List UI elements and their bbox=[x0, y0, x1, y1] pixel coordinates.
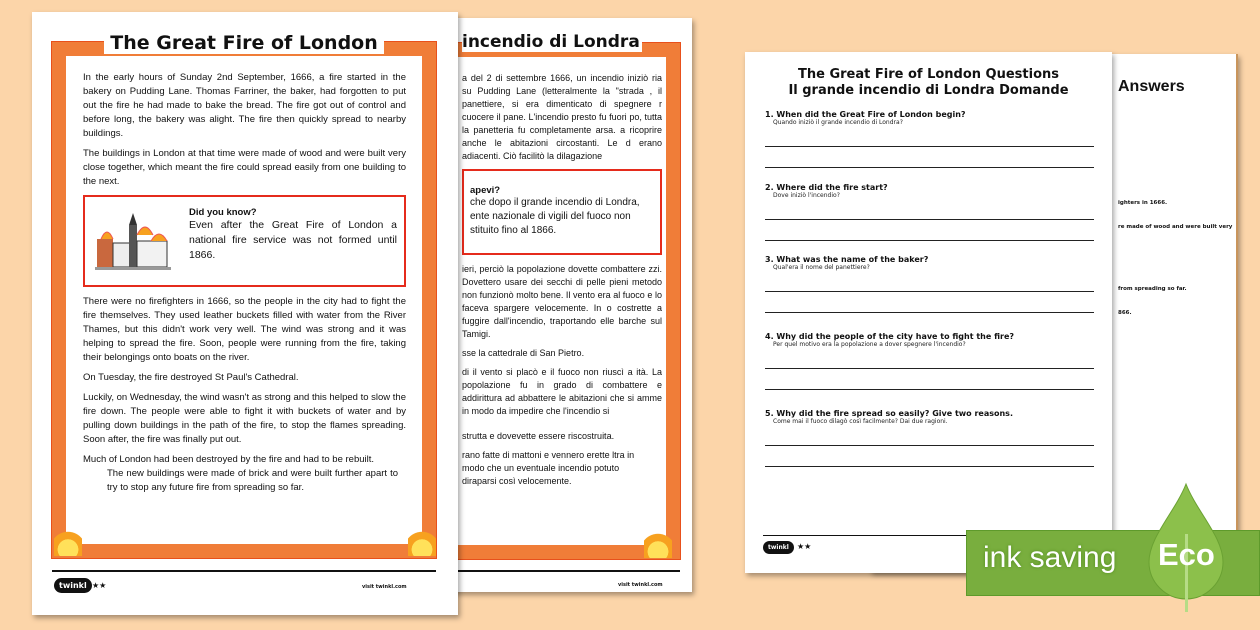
flame-icon bbox=[408, 524, 436, 556]
did-you-know-heading: apevi? bbox=[470, 185, 501, 196]
answer-text: re made of wood and were built very bbox=[1118, 224, 1233, 230]
answer-text: ighters in 1666. bbox=[1118, 200, 1168, 206]
eco-leaf-icon bbox=[1147, 482, 1225, 612]
difficulty-stars: ★★ bbox=[797, 542, 812, 551]
did-you-know-box bbox=[462, 169, 662, 255]
question-item bbox=[765, 409, 1094, 467]
answer-text: from spreading so far. bbox=[1118, 286, 1187, 292]
answer-line[interactable] bbox=[765, 389, 1094, 390]
answers-title: Answers bbox=[1118, 78, 1185, 95]
question-item bbox=[765, 110, 1094, 168]
answer-line[interactable] bbox=[765, 240, 1094, 241]
paragraph: ieri, perciò la popolazione dovette combattere zzi. Dovettero usare dei secchi di pelle pieni metodo non funzionò molto bene. Il vento era al fuoco e lo faceva spargere velocemente. In o costrette a fuggire dall'incendio, traportando elle barche sul Tamigi. bbox=[462, 264, 662, 339]
paragraph: There were no firefighters in 1666, so the people in the city had to fight the fire themselves. They used leather buckets filled with water from the River Thames, but this didn't work very well. The wind was strong and it was helping to spread the fire. Soon, people were running from the fire, taking their belongings onto boats on the river. bbox=[83, 296, 406, 363]
twinkl-logo: twinkl bbox=[763, 541, 794, 554]
paragraph: di il vento si placò e il fuoco non riuscì a ità. La popolazione fu in grado di combattere e addirittura ad abbattere le abitazioni che si amme in modo da impedire che l'incendio si bbox=[462, 367, 662, 416]
question-translation: Per quel motivo era la popolazione a dover spegnere l'incendio? bbox=[773, 341, 966, 348]
answer-line[interactable] bbox=[765, 445, 1094, 446]
visit-link: visit twinkl.com bbox=[362, 584, 407, 590]
answer-text: 866. bbox=[1118, 310, 1132, 316]
question-translation: Come mai il fuoco dilagò così facilmente? Dai due ragioni. bbox=[773, 418, 948, 425]
paragraph: sse la cattedrale di San Pietro. bbox=[462, 348, 585, 358]
english-text-page bbox=[32, 12, 458, 615]
burning-houses-icon bbox=[93, 213, 173, 271]
question-text: 3. What was the name of the baker? bbox=[765, 255, 929, 264]
answer-line[interactable] bbox=[765, 312, 1094, 313]
paragraph: The new buildings were made of brick and were built further apart to try to stop any future fire from spreading so far. bbox=[107, 468, 398, 493]
flame-icon bbox=[54, 524, 82, 556]
twinkl-logo: twinkl bbox=[54, 578, 92, 593]
visit-link: visit twinkl.com bbox=[618, 582, 663, 588]
question-translation: Quando iniziò il grande incendio di Londra? bbox=[773, 119, 903, 126]
answer-line[interactable] bbox=[765, 368, 1094, 369]
did-you-know-heading: Did you know? bbox=[189, 207, 257, 218]
did-you-know-box bbox=[83, 195, 406, 287]
paragraph: strutta e dovevette essere riscostruita. bbox=[462, 431, 615, 441]
page-title: The Great Fire of London bbox=[104, 32, 384, 54]
answer-line[interactable] bbox=[765, 291, 1094, 292]
italian-text-page bbox=[446, 18, 692, 592]
question-text: 4. Why did the people of the city have to fight the fire? bbox=[765, 332, 1015, 341]
page-title: incendio di Londra bbox=[462, 32, 642, 52]
paragraph: The buildings in London at that time were made of wood and were built very close together, which meant the fire could spread easily from one building to the next. bbox=[83, 148, 406, 187]
question-item bbox=[765, 255, 1094, 313]
flame-icon bbox=[644, 526, 672, 558]
questions-title-it: Il grande incendio di Londra Domande bbox=[788, 83, 1069, 98]
answer-line[interactable] bbox=[765, 466, 1094, 467]
question-translation: Dove iniziò l'incendio? bbox=[773, 192, 840, 199]
question-text: 1. When did the Great Fire of London begin? bbox=[765, 110, 966, 119]
paragraph: a del 2 di settembre 1666, un incendio iniziò ria su Pudding Lane (letteralmente la "strada , il panettiere, si era dimenticato di spegnere r cuocere il pane. L'incendio presto fu fuori po, tutta la panetteria fu completamente arsa. a ricoprire anche le abitazioni circostanti. Le d erano adiacenti. Ciò facilitò la dilagazione bbox=[462, 73, 662, 161]
eco-label: Eco bbox=[1158, 537, 1215, 572]
question-translation: Qual'era il nome del panettiere? bbox=[773, 264, 870, 271]
answer-line[interactable] bbox=[765, 146, 1094, 147]
questions-title-en: The Great Fire of London Questions bbox=[797, 67, 1060, 82]
answer-line[interactable] bbox=[765, 167, 1094, 168]
difficulty-stars: ★★ bbox=[92, 581, 107, 590]
paragraph: Luckily, on Wednesday, the wind wasn't as strong and this helped to slow the fire down. The people were able to fight it with buckets of water and by pulling down buildings in the path of the fire, to stop the flames spreading. Soon after, the fire was finally put out. bbox=[83, 392, 406, 445]
question-text: 2. Where did the fire start? bbox=[765, 183, 888, 192]
did-you-know-text: Even after the Great Fire of London a national fire service was not formed until 1866. bbox=[189, 219, 397, 261]
ink-saving-label: ink saving bbox=[983, 541, 1117, 574]
question-text: 5. Why did the fire spread so easily? Give two reasons. bbox=[765, 409, 1013, 418]
paragraph: On Tuesday, the fire destroyed St Paul's Cathedral. bbox=[83, 372, 299, 383]
paragraph: rano fatte di mattoni e vennero erette ltra in modo che un eventuale incendio potuto diraparsi così velocemente. bbox=[462, 450, 635, 486]
question-item bbox=[765, 183, 1094, 241]
question-item bbox=[765, 332, 1094, 390]
paragraph: Much of London had been destroyed by the fire and had to be rebuilt. bbox=[83, 454, 375, 465]
paragraph: In the early hours of Sunday 2nd September, 1666, a fire started in the bakery on Pudding Lane. Thomas Farriner, the baker, had forgotten to put out the fire he had made to bake the bread. The fire got out of control and before long, the bakery was alight. The fire then quickly spread to nearby buildings. bbox=[83, 72, 406, 139]
did-you-know-text: che dopo il grande incendio di Londra, ente nazionale di vigili del fuoco non stituito fino al 1866. bbox=[470, 197, 640, 236]
footer-divider bbox=[446, 570, 680, 572]
footer-divider bbox=[52, 570, 436, 572]
questions-page bbox=[745, 52, 1112, 573]
answer-line[interactable] bbox=[765, 219, 1094, 220]
